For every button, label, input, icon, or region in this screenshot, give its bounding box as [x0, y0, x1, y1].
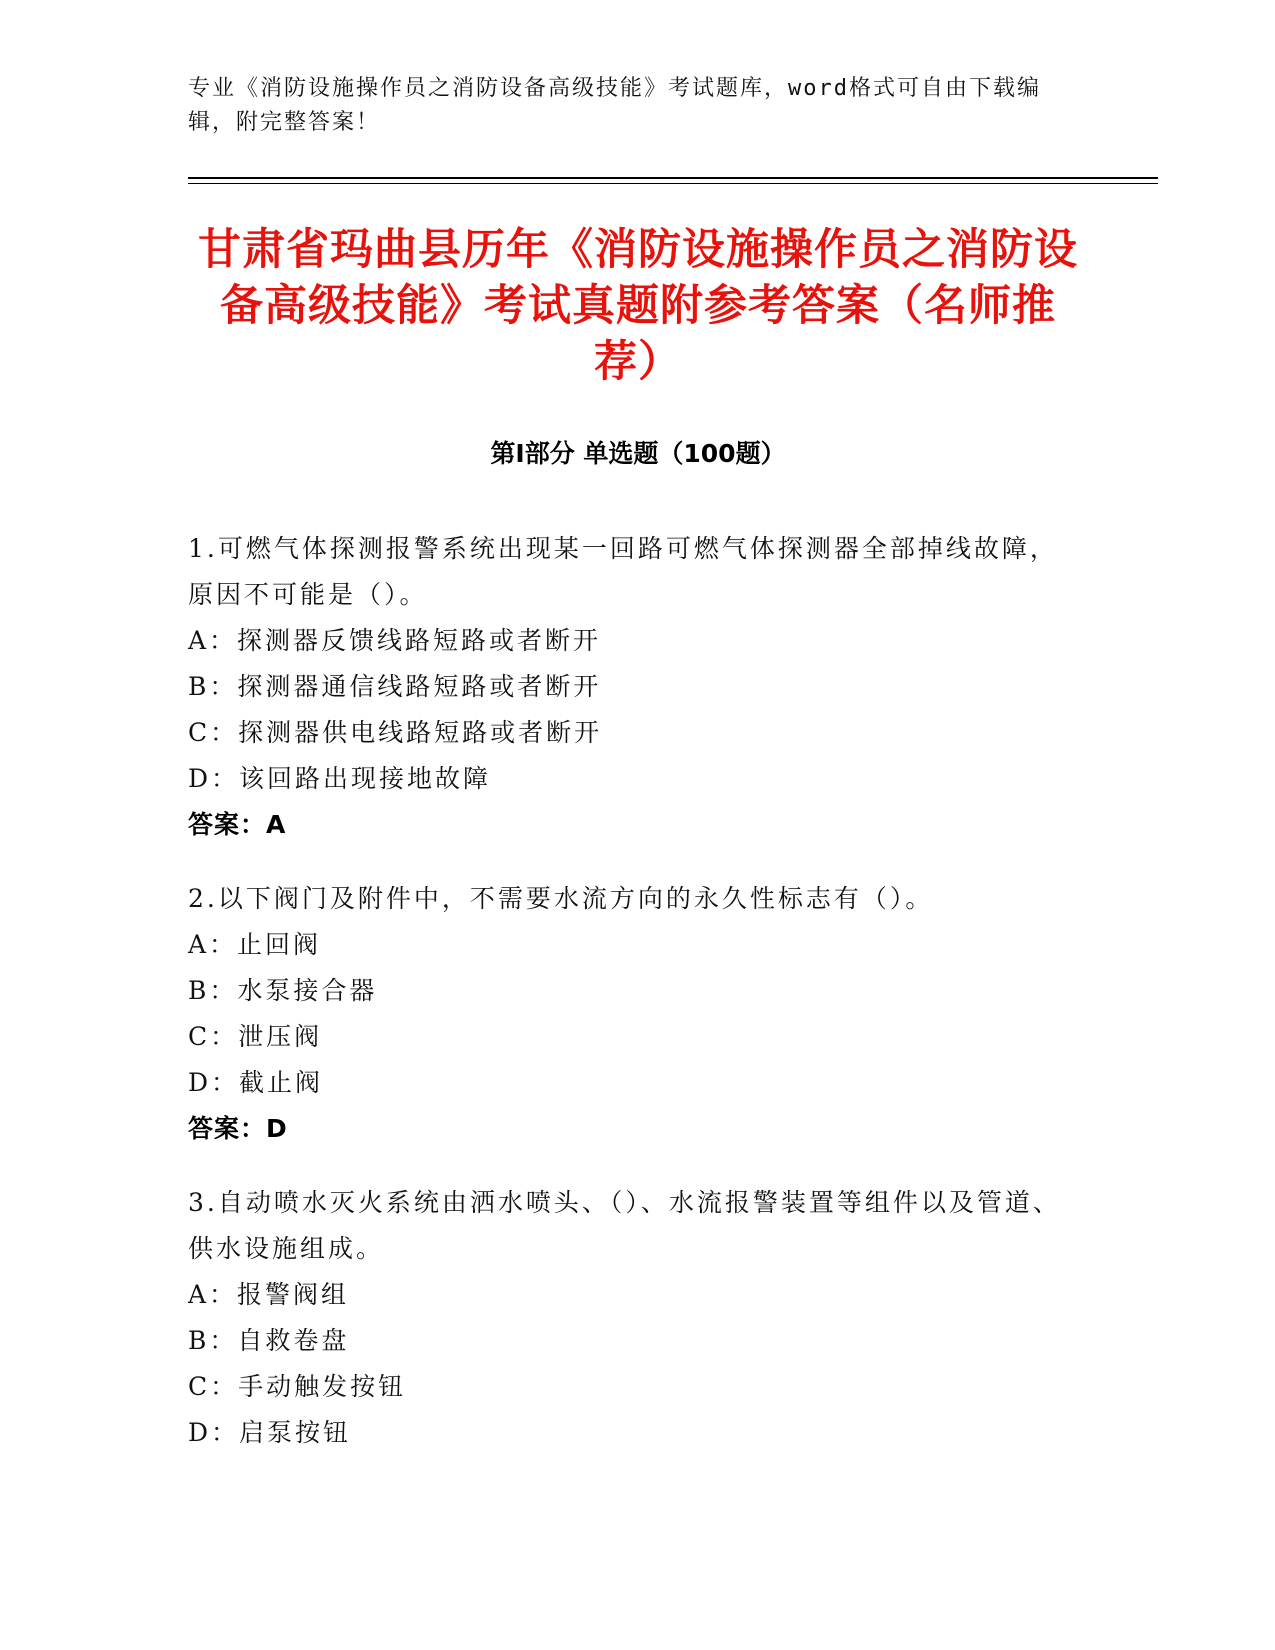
question-option-b: B：探测器通信线路短路或者断开 [188, 672, 602, 701]
question-option-c: C：手动触发按钮 [188, 1372, 407, 1401]
question-option-c: C：探测器供电线路短路或者断开 [188, 718, 603, 747]
question-option-d: D：启泵按钮 [188, 1418, 352, 1447]
question-stem: 2.以下阀门及附件中，不需要水流方向的永久性标志有（）。 [188, 884, 934, 913]
question-stem: 3.自动喷水灭火系统由洒水喷头、（）、水流报警装置等组件以及管道、供水设施组成。 [188, 1188, 1061, 1263]
question-option-a: A：探测器反馈线路短路或者断开 [188, 626, 602, 655]
header-divider-thin [188, 183, 1158, 184]
header-note: 专业《消防设施操作员之消防设备高级技能》考试题库，word格式可自由下载编辑，附完整答案！ [188, 76, 1041, 135]
question-option-b: B：水泵接合器 [188, 976, 378, 1005]
question-option-d: D：截止阀 [188, 1068, 324, 1097]
question-stem: 1.可燃气体探测报警系统出现某一回路可燃气体探测器全部掉线故障，原因不可能是（）。 [188, 534, 1058, 609]
question-option-d: D：该回路出现接地故障 [188, 764, 492, 793]
question-item [188, 876, 1068, 1152]
question-item [188, 1180, 1068, 1456]
question-list [188, 526, 1068, 1484]
question-answer: 答案：D [188, 1114, 288, 1143]
section-title: 第Ⅰ部分 单选题（100题） [490, 439, 786, 468]
question-item [188, 526, 1068, 848]
question-option-a: A：报警阀组 [188, 1280, 350, 1309]
question-option-b: B：自救卷盘 [188, 1326, 350, 1355]
question-option-c: C：泄压阀 [188, 1022, 323, 1051]
question-option-a: A：止回阀 [188, 930, 322, 959]
question-answer: 答案：A [188, 810, 287, 839]
document-title: 甘肃省玛曲县历年《消防设施操作员之消防设备高级技能》考试真题附参考答案（名师推荐） [198, 225, 1078, 387]
header-divider-thick [188, 177, 1158, 179]
